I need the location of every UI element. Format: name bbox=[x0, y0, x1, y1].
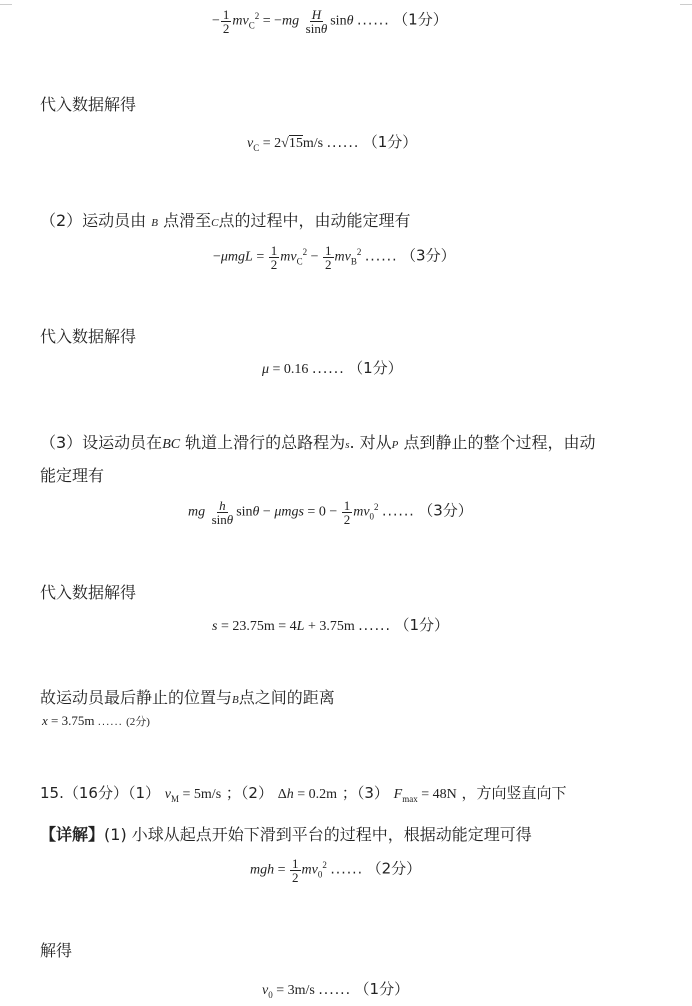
equation-x-result: x = 3.75m ...... (2分) bbox=[42, 713, 150, 728]
question-15-answers: 15.（16分）（1） $v_M = 5m/s$ ；（2） Δh = 0.2m ；（3） $F_{max} = 48N$ ，方向竖直向下 bbox=[40, 784, 567, 804]
part2-heading: （2）运动员由 B 点滑至C点的过程中，由动能定理有 bbox=[40, 211, 411, 230]
detail-explanation bbox=[40, 822, 532, 845]
score-label: （1分） bbox=[362, 133, 418, 151]
final-position-text: 故运动员最后静止的位置与B点之间的距离 bbox=[40, 688, 335, 707]
equation-energy-ab: − $\frac{1}{2}$ $mv_C^2 = -mg$ $\frac{H}{\sin\theta}$ sinθ ...... （1分） bbox=[212, 7, 448, 36]
text-solve: 解得 bbox=[40, 941, 73, 960]
q15-sep2: ；（2） bbox=[225, 784, 273, 802]
part3-b: 轨道上滑行的总路程为 bbox=[185, 433, 346, 452]
score-label: （3分） bbox=[418, 501, 473, 520]
score-label: （1分） bbox=[354, 980, 410, 998]
q15-head: 15.（16分）（1） bbox=[40, 784, 160, 802]
part3-heading: （3）设运动员在BC 轨道上滑行的总路程为s. 对从P 点到静止的整个过程，由动 bbox=[40, 433, 596, 452]
final-text-b: 点之间的距离 bbox=[238, 688, 335, 707]
q15-sep3: ；（3） bbox=[341, 784, 389, 802]
score-label: （1分） bbox=[394, 616, 449, 634]
score-label: （3分） bbox=[401, 246, 456, 265]
part2-mid: 点滑至 bbox=[163, 211, 212, 230]
final-text-a: 故运动员最后静止的位置与 bbox=[40, 688, 233, 707]
page-corner-mark-left bbox=[0, 0, 12, 5]
q15-tail: ，方向竖直向下 bbox=[461, 784, 567, 802]
part3-c: . 对从 bbox=[349, 433, 392, 452]
part2-intro: （2）运动员由 bbox=[40, 211, 147, 230]
equation-v0-result: $v_0 = 3m/s$ ...... （1分） bbox=[262, 980, 410, 1000]
part3-heading-line2: 能定理有 bbox=[40, 466, 105, 485]
part3-d: 点到静止的整个过程，由动 bbox=[403, 433, 596, 452]
part2-end: 点的过程中，由动能定理有 bbox=[218, 211, 411, 230]
text-substitute: 代入数据解得 bbox=[40, 327, 137, 346]
score-label: （1分） bbox=[348, 359, 403, 377]
text-substitute: 代入数据解得 bbox=[40, 583, 137, 602]
equation-mu-result: μ = 0.16 ...... （1分） bbox=[262, 359, 403, 377]
score-label: (2分) bbox=[126, 716, 150, 728]
score-label: （1分） bbox=[393, 10, 448, 29]
page-corner-mark-right bbox=[680, 0, 692, 5]
part3-a: （3）设运动员在 bbox=[40, 433, 163, 452]
equation-s-result: s = 23.75m = 4L + 3.75m ...... （1分） bbox=[212, 616, 449, 634]
equation-total-path: mg $\frac{h}{\sin\theta}$ sinθ − μmgs = 0 − $\frac{1}{2}$ $mv_0^2$ ...... （3分） bbox=[188, 498, 473, 527]
equation-vc-result: $v_C = 2√15m/s$ ...... （1分） bbox=[247, 133, 418, 153]
detail-text: (1) 小球从起点开始下滑到平台的过程中，根据动能定理可得 bbox=[104, 825, 532, 844]
detail-label: 【详解】 bbox=[40, 825, 105, 844]
score-label: （2分） bbox=[366, 859, 422, 878]
text-substitute: 代入数据解得 bbox=[40, 95, 137, 114]
equation-mgh: mgh = $\frac{1}{2}$ $mv_0^2$ ...... （2分） bbox=[250, 856, 422, 885]
equation-friction-bc: −μmgL = $\frac{1}{2}$ $mv_C^2$ − $\frac{1}{2}$ $mv_B^2$ ...... （3分） bbox=[213, 243, 456, 272]
